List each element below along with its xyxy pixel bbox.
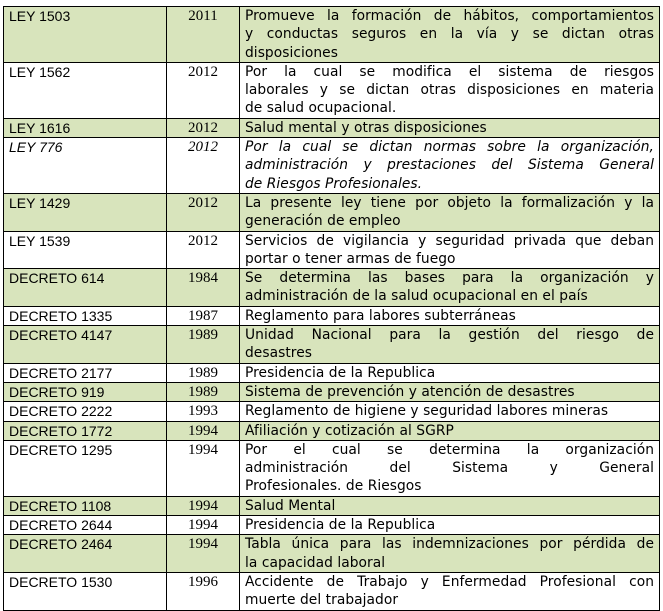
description-cell xyxy=(240,138,660,194)
table-row xyxy=(4,440,660,496)
description-line: Afiliación y cotización al SGRP xyxy=(245,422,454,439)
table-row xyxy=(4,306,660,325)
norm-cell: LEY 1562 xyxy=(4,62,167,118)
description-cell xyxy=(240,535,660,573)
description-cell xyxy=(240,7,660,63)
table-row xyxy=(4,402,660,421)
year-cell: 1994 xyxy=(167,496,240,515)
description-line: Presidencia de la Republica xyxy=(245,364,436,381)
table-row xyxy=(4,62,660,118)
norm-cell: LEY 1616 xyxy=(4,118,167,137)
description-line: Salud mental y otras disposiciones xyxy=(245,119,487,136)
table-row xyxy=(4,516,660,535)
year-cell: 1996 xyxy=(167,572,240,610)
table-row xyxy=(4,138,660,194)
description-line: Profesionales. de Riesgos xyxy=(245,478,422,495)
norm-cell: DECRETO 1335 xyxy=(4,306,167,325)
year-cell: 2012 xyxy=(167,62,240,118)
description-line: Por el cual se determina la organización xyxy=(245,441,654,458)
description-line: Tabla única para las indemnizaciones por pérdida de xyxy=(245,536,654,553)
table-row xyxy=(4,382,660,401)
norm-cell: DECRETO 1108 xyxy=(4,496,167,515)
table-row xyxy=(4,535,660,573)
description-line: laborales y se dictan otras disposiciones en materia xyxy=(245,82,654,99)
description-line: portar o tener armas de fuego xyxy=(245,250,456,267)
table-row xyxy=(4,496,660,515)
year-cell: 2011 xyxy=(167,7,240,63)
description-cell xyxy=(240,306,660,325)
year-cell: 2012 xyxy=(167,138,240,194)
norm-cell: DECRETO 614 xyxy=(4,269,167,307)
description-cell xyxy=(240,496,660,515)
norm-cell: LEY 776 xyxy=(4,138,167,194)
description-cell xyxy=(240,62,660,118)
year-cell: 1989 xyxy=(167,363,240,382)
description-cell xyxy=(240,440,660,496)
description-cell xyxy=(240,326,660,364)
regulations-table xyxy=(3,6,660,611)
norm-cell: DECRETO 2644 xyxy=(4,516,167,535)
norm-cell: DECRETO 2177 xyxy=(4,363,167,382)
norm-cell: DECRETO 1772 xyxy=(4,421,167,440)
year-cell: 2012 xyxy=(167,231,240,269)
year-cell: 1987 xyxy=(167,306,240,325)
description-line: de salud ocupacional. xyxy=(245,100,397,117)
year-cell: 1994 xyxy=(167,440,240,496)
year-cell: 1984 xyxy=(167,269,240,307)
description-line: Salud Mental xyxy=(245,497,336,514)
description-cell xyxy=(240,118,660,137)
table-row xyxy=(4,572,660,610)
regulations-table-body xyxy=(4,7,660,611)
description-line: la capacidad laboral xyxy=(245,554,386,571)
norm-cell: LEY 1539 xyxy=(4,231,167,269)
table-row xyxy=(4,118,660,137)
description-line: Presidencia de la Republica xyxy=(245,517,436,534)
description-line: administración del Sistema y General xyxy=(245,460,654,477)
description-cell xyxy=(240,269,660,307)
norm-cell: DECRETO 919 xyxy=(4,382,167,401)
table-row xyxy=(4,193,660,231)
description-line: Se determina las bases para la organización y xyxy=(245,270,654,287)
description-line: Promueve la formación de hábitos, comportamientos xyxy=(245,8,654,24)
description-line: Por la cual se dictan normas sobre la organización, xyxy=(245,139,654,156)
description-cell xyxy=(240,382,660,401)
year-cell: 1994 xyxy=(167,421,240,440)
description-line: generación de empleo xyxy=(245,213,401,230)
table-row xyxy=(4,363,660,382)
description-cell xyxy=(240,572,660,610)
description-line: Sistema de prevención y atención de desastres xyxy=(245,383,575,400)
description-line: y conductas seguros en la vía y se dictan otras xyxy=(245,26,654,43)
table-row xyxy=(4,421,660,440)
norm-cell: DECRETO 4147 xyxy=(4,326,167,364)
year-cell: 1989 xyxy=(167,382,240,401)
description-cell xyxy=(240,363,660,382)
description-line: Servicios de vigilancia y seguridad privada que deban xyxy=(245,232,654,249)
table-row xyxy=(4,326,660,364)
description-line: administración de la salud ocupacional en el país xyxy=(245,288,588,305)
description-line: La presente ley tiene por objeto la formalización y la xyxy=(245,194,654,211)
description-line: de Riesgos Profesionales. xyxy=(245,175,423,192)
norm-cell: LEY 1429 xyxy=(4,193,167,231)
year-cell: 1994 xyxy=(167,535,240,573)
description-line: muerte del trabajador xyxy=(245,592,399,609)
description-cell xyxy=(240,231,660,269)
norm-cell: DECRETO 2464 xyxy=(4,535,167,573)
year-cell: 1994 xyxy=(167,516,240,535)
year-cell: 2012 xyxy=(167,193,240,231)
description-cell xyxy=(240,421,660,440)
year-cell: 2012 xyxy=(167,118,240,137)
table-row xyxy=(4,269,660,307)
description-line: Por la cual se modifica el sistema de riesgos xyxy=(245,63,654,80)
description-line: Unidad Nacional para la gestión del riesgo de xyxy=(245,327,654,344)
description-line: disposiciones xyxy=(245,44,338,61)
description-line: administración y prestaciones del Sistema General xyxy=(245,157,654,174)
table-row xyxy=(4,7,660,63)
description-cell xyxy=(240,193,660,231)
norm-cell: DECRETO 1530 xyxy=(4,572,167,610)
description-line: Reglamento de higiene y seguridad labores mineras xyxy=(245,403,609,420)
description-line: desastres xyxy=(245,345,312,362)
year-cell: 1989 xyxy=(167,326,240,364)
description-cell xyxy=(240,516,660,535)
description-line: Accidente de Trabajo y Enfermedad Profesional con xyxy=(245,573,654,590)
description-line: Reglamento para labores subterráneas xyxy=(245,307,516,324)
norm-cell: DECRETO 2222 xyxy=(4,402,167,421)
table-row xyxy=(4,231,660,269)
description-cell xyxy=(240,402,660,421)
norm-cell: LEY 1503 xyxy=(4,7,167,63)
year-cell: 1993 xyxy=(167,402,240,421)
norm-cell: DECRETO 1295 xyxy=(4,440,167,496)
